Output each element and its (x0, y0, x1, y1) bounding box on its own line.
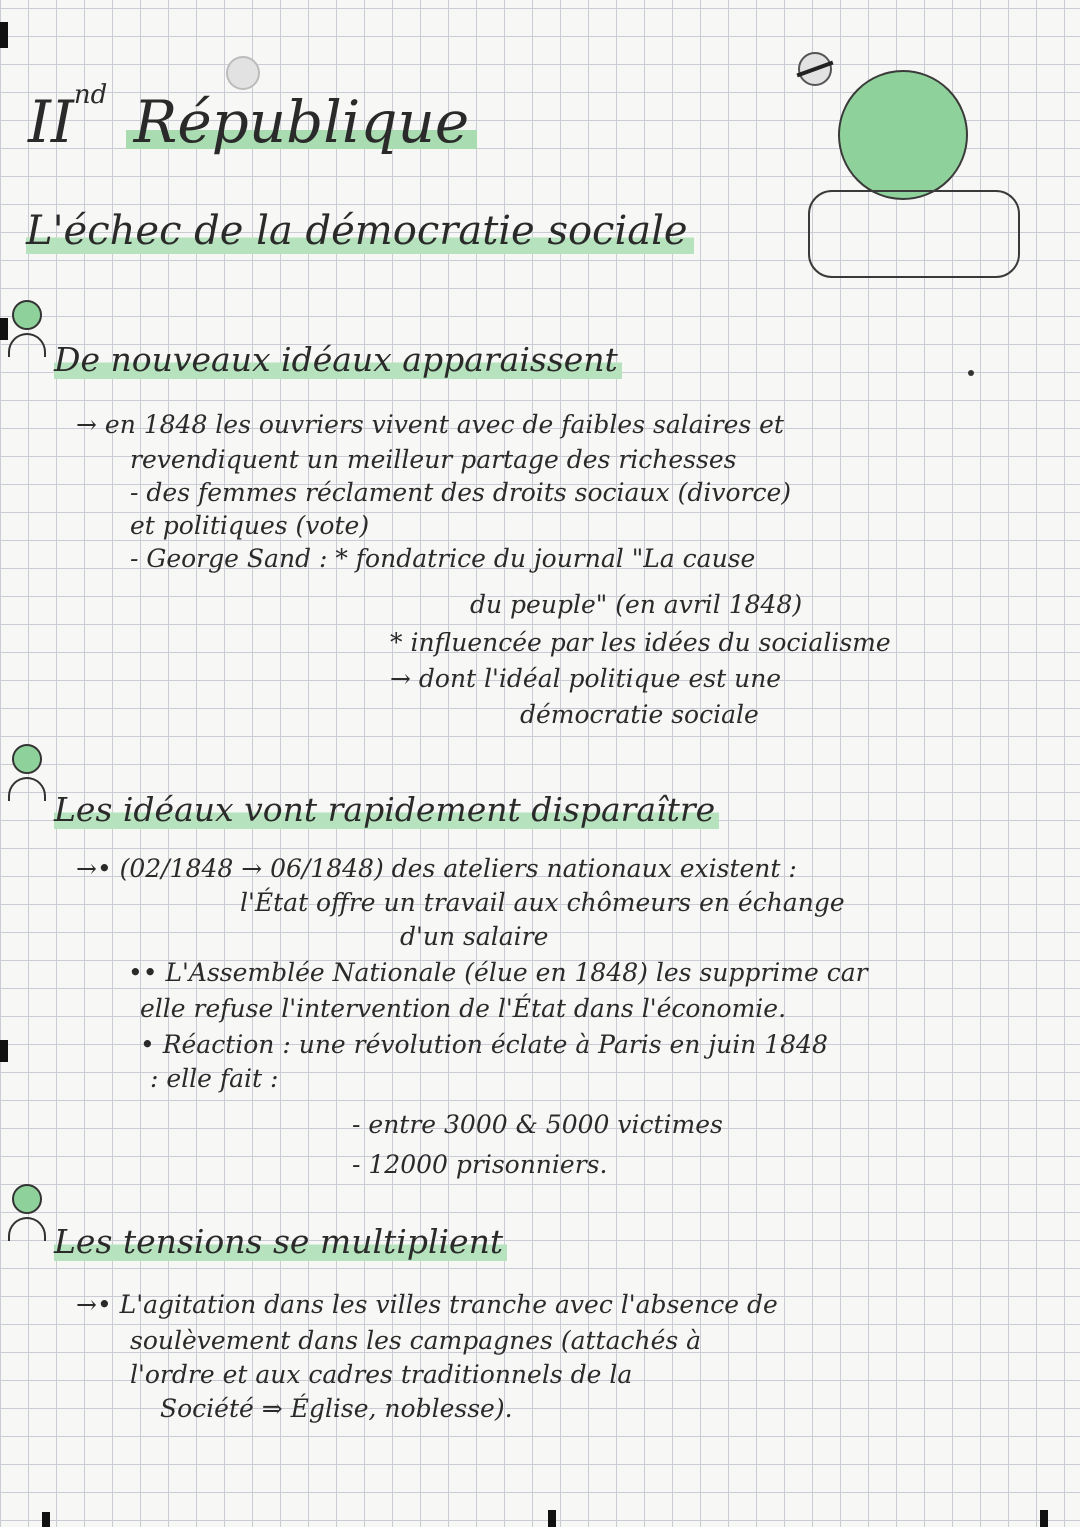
person-icon-body (8, 1217, 46, 1241)
section-1-line: démocratie sociale (520, 700, 759, 729)
margin-dot (968, 370, 974, 376)
page-subtitle (26, 208, 694, 254)
section-2-line: - entre 3000 & 5000 victimes (352, 1110, 723, 1139)
section-2-line: l'État offre un travail aux chômeurs en échange (240, 888, 845, 917)
avatar-head-drawing (838, 70, 968, 200)
edge-mark (548, 1510, 556, 1527)
section-3-heading-text: Les tensions se multiplient (54, 1222, 507, 1261)
subtitle-text: L'échec de la démocratie sociale (26, 208, 694, 254)
binder-hole (226, 56, 260, 90)
section-2-line: →• (02/1848 → 06/1848) des ateliers nationaux existent : (76, 854, 797, 883)
page-title (28, 80, 477, 156)
section-1-heading (54, 340, 622, 379)
section-2-heading-text: Les idéaux vont rapidement disparaître (54, 790, 719, 829)
edge-mark (1040, 1510, 1048, 1527)
section-1-line: - George Sand : * fondatrice du journal "La cause (130, 544, 756, 573)
section-3-line: Société ⇒ Église, noblesse). (160, 1394, 513, 1423)
edge-mark (0, 22, 8, 48)
person-icon (8, 1184, 52, 1244)
section-3-line: l'ordre et aux cadres traditionnels de la (130, 1360, 633, 1389)
section-1-line: revendiquent un meilleur partage des richesses (130, 445, 737, 474)
person-icon-body (8, 777, 46, 801)
edge-mark (0, 318, 8, 340)
avatar-body-drawing (808, 190, 1020, 278)
person-icon (8, 744, 52, 804)
title-sup: nd (73, 80, 108, 110)
section-1-line: → dont l'idéal politique est une (390, 664, 782, 693)
edge-mark (0, 1040, 8, 1062)
section-1-line: et politiques (vote) (130, 511, 370, 540)
person-icon-body (8, 333, 46, 357)
section-1-heading-text: De nouveaux idéaux apparaissent (54, 340, 622, 379)
section-2-line: : elle fait : (150, 1064, 279, 1093)
section-1-line: * influencée par les idées du socialisme (390, 628, 891, 657)
section-3-heading (54, 1222, 507, 1261)
section-2-line: • Réaction : une révolution éclate à Paris en juin 1848 (140, 1030, 828, 1059)
section-2-line: d'un salaire (400, 922, 549, 951)
edge-mark (42, 1512, 50, 1527)
section-3-line: →• L'agitation dans les villes tranche avec l'absence de (76, 1290, 778, 1319)
person-icon-head (12, 744, 42, 774)
person-icon (8, 300, 52, 360)
section-2-line: - 12000 prisonniers. (352, 1150, 608, 1179)
section-1-line: du peuple" (en avril 1848) (470, 590, 803, 619)
section-1-line: → en 1848 les ouvriers vivent avec de faibles salaires et (76, 410, 784, 439)
section-2-line: elle refuse l'intervention de l'État dans l'économie. (140, 994, 787, 1023)
title-numeral: II (28, 88, 74, 156)
section-2-heading (54, 790, 719, 829)
section-3-line: soulèvement dans les campagnes (attachés à (130, 1326, 702, 1355)
section-2-line: •• L'Assemblée Nationale (élue en 1848) les supprime car (128, 958, 868, 987)
person-icon-head (12, 1184, 42, 1214)
person-icon-head (12, 300, 42, 330)
section-1-line: - des femmes réclament des droits sociaux (divorce) (130, 478, 791, 507)
title-word: République (126, 88, 478, 156)
